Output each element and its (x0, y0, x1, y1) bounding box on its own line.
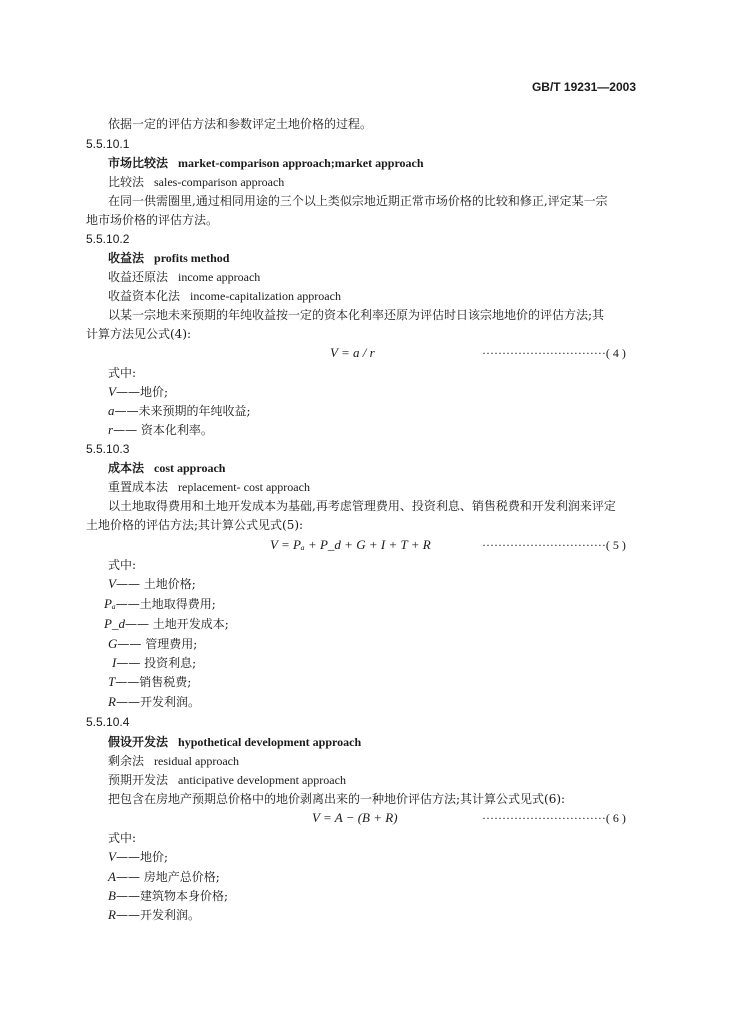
variable-line (108, 888, 228, 904)
equation-number-5: ·······························( 5 ) (482, 538, 626, 552)
variable-line (108, 694, 200, 710)
synonym-cn: 重置成本法 (108, 480, 169, 494)
synonym-en: anticipative development approach (178, 773, 346, 787)
variable-line (112, 655, 196, 671)
variable-symbol: G (108, 636, 118, 651)
equation-number-6: ·······························( 6 ) (482, 811, 626, 825)
synonym-cn: 比较法 (108, 175, 145, 189)
synonym-line (108, 269, 260, 285)
term-hypothetical-development (108, 734, 361, 750)
equation-number-4: ·······························( 4 ) (482, 346, 626, 360)
variable-symbol: V (108, 849, 116, 864)
variable-desc: ——建筑物本身价格; (115, 889, 228, 903)
variable-line (108, 576, 196, 592)
synonym-en: residual approach (154, 754, 239, 768)
variable-symbol: R (108, 694, 116, 709)
variable-desc: ——地价; (115, 850, 168, 864)
term-en: cost approach (154, 461, 226, 475)
variable-symbol: P_d (104, 616, 125, 631)
variable-line (108, 907, 200, 923)
synonym-cn: 预期开发法 (108, 773, 169, 787)
term-cost-approach (108, 460, 225, 476)
definition-line: 计算方法见公式(4): (86, 327, 192, 341)
term-cn: 假设开发法 (108, 735, 169, 749)
definition-line: 地市场价格的评估方法。 (86, 213, 219, 227)
variable-desc: —— 土地价格; (115, 577, 196, 591)
formula-5: V = Pₐ + P_d + G + I + T + R (270, 537, 431, 552)
section-number-3: 5.5.10.3 (86, 442, 130, 456)
where-label: 式中: (108, 831, 137, 845)
term-market-comparison (108, 155, 424, 171)
synonym-en: income-capitalization approach (190, 289, 341, 303)
variable-symbol: r (108, 422, 114, 437)
standard-code: GB/T 19231—2003 (531, 80, 636, 94)
synonym-en: replacement- cost approach (178, 480, 310, 494)
synonym-line (108, 479, 310, 495)
variable-desc: —— 资本化利率。 (113, 423, 213, 437)
variable-line (108, 674, 191, 690)
variable-line (104, 596, 216, 612)
intro-text: 依据一定的评估方法和参数评定土地价格的过程。 (108, 117, 373, 131)
variable-symbol: Pₐ (104, 596, 116, 611)
term-en: market-comparison approach;market approach (178, 156, 424, 170)
where-label: 式中: (108, 366, 137, 380)
section-number-4: 5.5.10.4 (86, 715, 130, 729)
variable-symbol: V (108, 384, 116, 399)
variable-line (108, 636, 197, 652)
variable-desc: ——未来预期的年纯收益; (114, 404, 251, 418)
variable-desc: ——销售税费; (115, 675, 192, 689)
variable-symbol: T (108, 674, 116, 689)
variable-desc: ——开发利润。 (115, 695, 200, 709)
definition-line: 把包含在房地产预期总价格中的地价剥离出来的一种地价评估方法;其计算公式见式(6): (108, 792, 566, 806)
variable-line (108, 869, 220, 885)
synonym-cn: 剩余法 (108, 754, 145, 768)
formula-6: V = A − (B + R) (312, 810, 398, 825)
definition-line: 以土地取得费用和土地开发成本为基础,再考虑管理费用、投资利息、销售税费和开发利润来评定 (108, 499, 616, 513)
term-cn: 成本法 (108, 461, 145, 475)
variable-line (108, 384, 168, 400)
variable-line (104, 616, 229, 632)
definition-line: 在同一供需圈里,通过相同用途的三个以上类似宗地近期正常市场价格的比较和修正,评定某一宗 (108, 194, 608, 208)
variable-desc: ——土地取得费用; (115, 597, 216, 611)
variable-symbol: B (108, 888, 116, 903)
variable-symbol: R (108, 907, 116, 922)
synonym-cn: 收益资本化法 (108, 289, 181, 303)
term-en: hypothetical development approach (178, 735, 362, 749)
variable-desc: —— 投资利息; (116, 656, 197, 670)
definition-line: 以某一宗地未来预期的年纯收益按一定的资本化利率还原为评估时日该宗地地价的评估方法;其 (108, 308, 605, 322)
synonym-cn: 收益还原法 (108, 270, 169, 284)
term-en: profits method (154, 251, 230, 265)
variable-line (108, 403, 251, 419)
section-number-2: 5.5.10.2 (86, 232, 130, 246)
formula-4: V = a / r (330, 345, 375, 360)
variable-symbol: a (108, 403, 115, 418)
variable-desc: —— 土地开发成本; (124, 617, 229, 631)
variable-desc: —— 房地产总价格; (115, 870, 220, 884)
definition-line: 土地价格的评估方法;其计算公式见式(5): (86, 518, 304, 532)
synonym-en: income approach (178, 270, 261, 284)
term-cn: 收益法 (108, 251, 145, 265)
term-profits-method (108, 250, 229, 266)
synonym-line (108, 753, 239, 769)
variable-desc: ——地价; (115, 385, 168, 399)
synonym-en: sales-comparison approach (154, 175, 285, 189)
synonym-line (108, 772, 346, 788)
variable-symbol: I (112, 655, 117, 670)
variable-symbol: A (108, 869, 116, 884)
variable-line (108, 849, 168, 865)
term-cn: 市场比较法 (108, 156, 169, 170)
synonym-line (108, 174, 284, 190)
variable-symbol: V (108, 576, 116, 591)
where-label: 式中: (108, 558, 137, 572)
section-number-1: 5.5.10.1 (86, 137, 130, 151)
variable-desc: —— 管理费用; (117, 637, 198, 651)
synonym-line (108, 288, 341, 304)
variable-desc: ——开发利润。 (115, 908, 200, 922)
variable-line (108, 422, 213, 438)
